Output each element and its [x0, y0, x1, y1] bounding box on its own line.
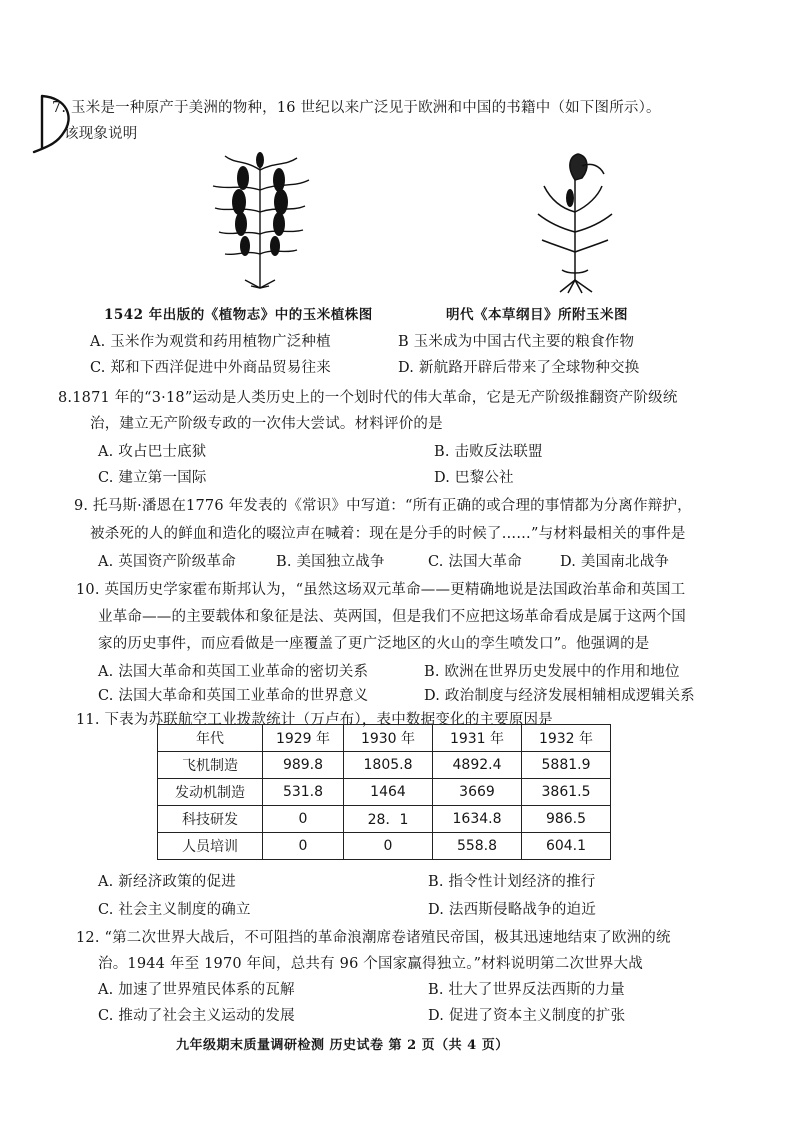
- q11-option-a[interactable]: A. 新经济政策的促进: [98, 874, 236, 890]
- q9-option-a[interactable]: A. 英国资产阶级革命: [98, 554, 236, 570]
- q7-stem-line2: 该现象说明: [64, 126, 138, 142]
- table-cell: 发动机制造: [158, 779, 263, 806]
- q10-option-b[interactable]: B. 欧洲在世界历史发展中的作用和地位: [424, 664, 680, 680]
- q8-option-c[interactable]: C. 建立第一国际: [98, 470, 207, 486]
- table-header-cell: 年代: [158, 725, 263, 752]
- q9-stem-line1: 9. 托马斯·潘恩在1776 年发表的《常识》中写道：“所有正确的或合理的事情都为分离作辩护，: [74, 498, 692, 514]
- q8-option-a[interactable]: A. 攻占巴士底狱: [98, 444, 207, 460]
- table-header-cell: 1930 年: [344, 725, 433, 752]
- q9-option-c[interactable]: C. 法国大革命: [428, 554, 522, 570]
- q12-option-a[interactable]: A. 加速了世界殖民体系的瓦解: [98, 982, 295, 998]
- q10-stem-line3: 家的历史事件，而应看做是一座覆盖了更广泛地区的火山的孪生喷发口”。他强调的是: [98, 636, 650, 652]
- table-header-row: [158, 725, 611, 752]
- q7-option-c[interactable]: C. 郑和下西洋促进中外商品贸易往来: [90, 360, 331, 376]
- q8-stem-line2: 治，建立无产阶级专政的一次伟大尝试。材料评价的是: [90, 416, 443, 432]
- q11-option-b[interactable]: B. 指令性计划经济的推行: [428, 874, 596, 890]
- table-cell: 989.8: [263, 752, 344, 779]
- q10-option-c[interactable]: C. 法国大革命和英国工业革命的世界意义: [98, 688, 369, 704]
- q12-stem-line2: 治。1944 年至 1970 年间，总共有 96 个国家赢得独立。”材料说明第二次世界大战: [98, 956, 643, 972]
- q9-option-d[interactable]: D. 美国南北战争: [560, 554, 670, 570]
- q8-option-d[interactable]: D. 巴黎公社: [434, 470, 514, 486]
- q12-option-c[interactable]: C. 推动了社会主义运动的发展: [98, 1008, 295, 1024]
- table-header-cell: 1932 年: [522, 725, 611, 752]
- table-cell: 558.8: [433, 833, 522, 860]
- table-row: [158, 779, 611, 806]
- table-row: [158, 806, 611, 833]
- q8-stem-line1: 8.1871 年的“3·18”运动是人类历史上的一个划时代的伟大革命，它是无产阶级推翻资产阶级统: [58, 390, 678, 406]
- corn-plant-illustration-right: [530, 152, 620, 294]
- table-cell: 604.1: [522, 833, 611, 860]
- figure-caption-right: 明代《本草纲目》所附玉米图: [446, 307, 628, 323]
- table-cell: 5881.9: [522, 752, 611, 779]
- table-cell: 3861.5: [522, 779, 611, 806]
- q11-stem-line1: 11. 下表为苏联航空工业拨款统计（万卢布），表中数据变化的主要原因是: [76, 712, 553, 728]
- table-cell: 1805.8: [344, 752, 433, 779]
- q10-stem-line2: 业革命——的主要载体和象征是法、英两国，但是我们不应把这场革命看成是属于这两个国: [98, 609, 686, 625]
- q10-option-d[interactable]: D. 政治制度与经济发展相辅相成逻辑关系: [424, 688, 695, 704]
- table-cell: 28．1: [344, 806, 433, 833]
- q11-option-c[interactable]: C. 社会主义制度的确立: [98, 902, 251, 918]
- q9-option-b[interactable]: B. 美国独立战争: [276, 554, 385, 570]
- q7-option-d[interactable]: D. 新航路开辟后带来了全球物种交换: [398, 360, 640, 376]
- table-cell: 1464: [344, 779, 433, 806]
- table-cell: 科技研发: [158, 806, 263, 833]
- table-row: [158, 752, 611, 779]
- table-cell: 1634.8: [433, 806, 522, 833]
- table-row: [158, 833, 611, 860]
- table-cell: 531.8: [263, 779, 344, 806]
- q11-option-d[interactable]: D. 法西斯侵略战争的迫近: [428, 902, 596, 918]
- q10-stem-line1: 10. 英国历史学家霍布斯邦认为，“虽然这场双元革命——更精确地说是法国政治革命和英国工: [76, 582, 686, 598]
- table-cell: 4892.4: [433, 752, 522, 779]
- corn-plant-illustration-left: [205, 150, 315, 290]
- q8-option-b[interactable]: B. 击败反法联盟: [434, 444, 543, 460]
- table-header-cell: 1929 年: [263, 725, 344, 752]
- table-cell: 飞机制造: [158, 752, 263, 779]
- table-header-cell: 1931 年: [433, 725, 522, 752]
- page-footer: 九年级期末质量调研检测 历史试卷 第 2 页（共 4 页）: [176, 1038, 509, 1053]
- table-cell: 3669: [433, 779, 522, 806]
- aviation-funding-table: [157, 724, 611, 860]
- q12-option-b[interactable]: B. 壮大了世界反法西斯的力量: [428, 982, 625, 998]
- figure-caption-left: 1542 年出版的《植物志》中的玉米植株图: [104, 307, 373, 323]
- q10-option-a[interactable]: A. 法国大革命和英国工业革命的密切关系: [98, 664, 369, 680]
- q7-option-b[interactable]: B 玉米成为中国古代主要的粮食作物: [398, 334, 635, 350]
- q9-stem-line2: 被杀死的人的鲜血和造化的啜泣声在喊着：现在是分手的时候了……”与材料最相关的事件是: [90, 526, 686, 542]
- table-cell: 0: [263, 833, 344, 860]
- q12-option-d[interactable]: D. 促进了资本主义制度的扩张: [428, 1008, 626, 1024]
- q12-stem-line1: 12. “第二次世界大战后，不可阻挡的革命浪潮席卷诸殖民帝国，极其迅速地结束了欧洲的统: [76, 930, 671, 946]
- table-cell: 人员培训: [158, 833, 263, 860]
- table-cell: 0: [263, 806, 344, 833]
- q7-stem-line1: 7. 玉米是一种原产于美洲的物种，16 世纪以来广泛见于欧洲和中国的书籍中（如下图所示）。: [52, 100, 661, 116]
- table-cell: 986.5: [522, 806, 611, 833]
- q7-option-a[interactable]: A. 玉米作为观赏和药用植物广泛种植: [90, 334, 331, 350]
- table-cell: 0: [344, 833, 433, 860]
